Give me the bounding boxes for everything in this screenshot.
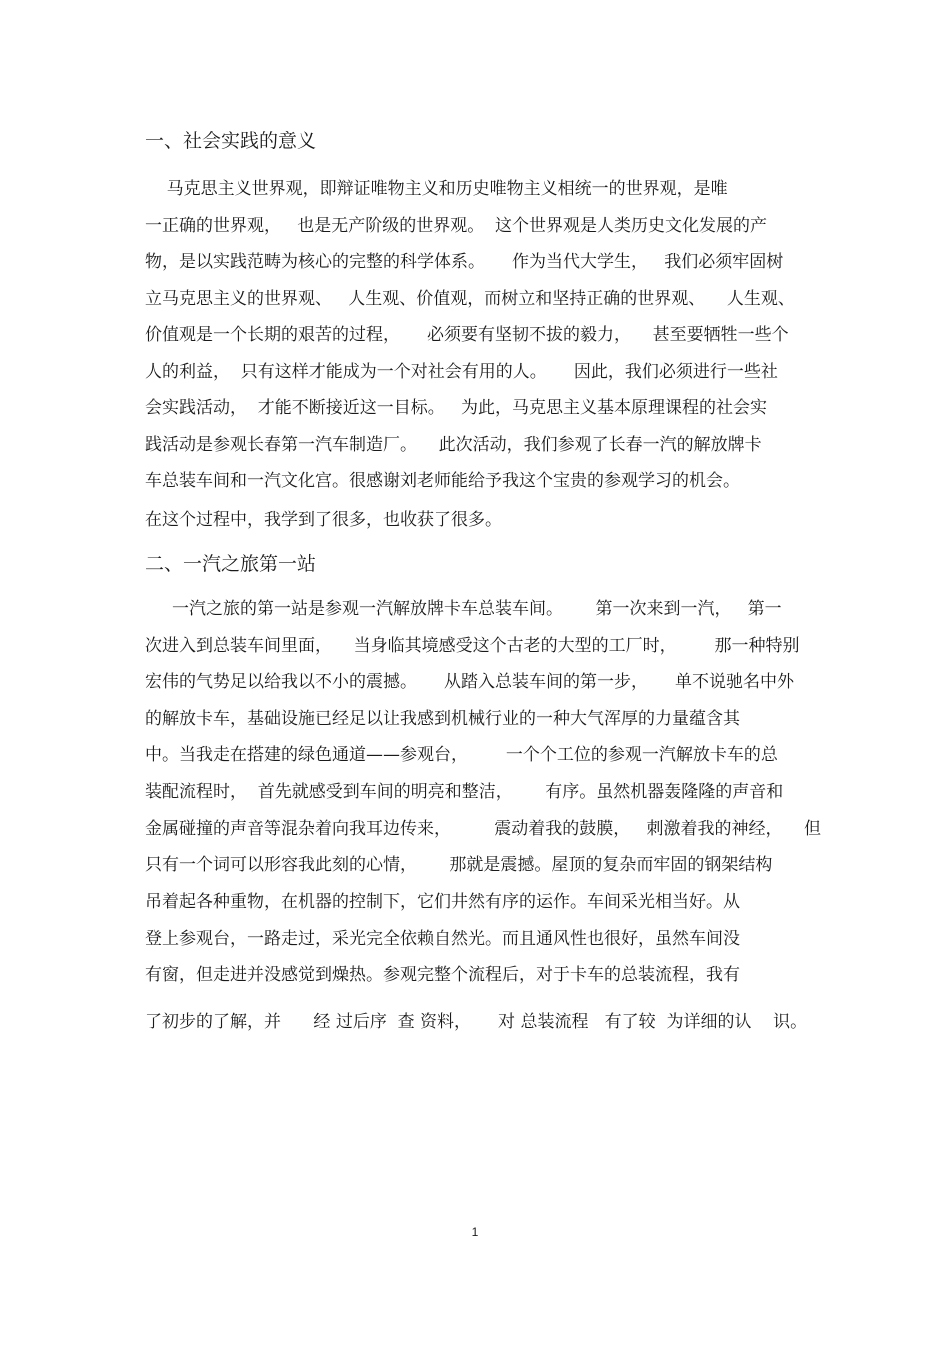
paragraph-line: 物，是以实践范畴为核心的完整的科学体系。 作为当代大学生， 我们必须牢固树 — [145, 252, 784, 272]
paragraph-line: 人的利益， 只有这样才能成为一个对社会有用的人。 因此，我们必须进行一些社 — [145, 362, 778, 382]
paragraph-line: 宏伟的气势足以给我以不小的震撼。 从踏入总装车间的第一步， 单不说驰名中外 — [145, 672, 795, 692]
paragraph-line: 马克思主义世界观，即辩证唯物主义和历史唯物主义相统一的世界观，是唯 — [145, 179, 728, 199]
paragraph-line: 一正确的世界观， 也是无产阶级的世界观。 这个世界观是人类历史文化发展的产 — [145, 216, 768, 236]
paragraph-line: 了初步的了解，并 经 过后序 查 资料， 对 总装流程 有了较 为详细的认 识。 — [145, 1012, 808, 1032]
paragraph-line: 一汽之旅的第一站是参观一汽解放牌卡车总装车间。 第一次来到一汽， 第一 — [145, 599, 782, 619]
paragraph-line: 立马克思主义的世界观、 人生观、价值观，而树立和坚持正确的世界观、 人生观、 — [145, 289, 795, 309]
paragraph-line: 有窗，但走进并没感觉到燥热。参观完整个流程后，对于卡车的总装流程，我有 — [145, 965, 740, 985]
paragraph-line: 只有一个词可以形容我此刻的心情， 那就是震撼。屋顶的复杂而牢固的钢架结构 — [145, 855, 773, 875]
paragraph-line: 中。当我走在搭建的绿色通道——参观台， 一个个工位的参观一汽解放卡车的总 — [145, 745, 778, 765]
paragraph-line: 装配流程时， 首先就感受到车间的明亮和整洁， 有序。虽然机器轰隆隆的声音和 — [145, 782, 784, 802]
section-heading-significance: 一、社会实践的意义 — [145, 130, 317, 152]
section-heading-first-stop: 二、一汽之旅第一站 — [145, 553, 317, 575]
paragraph-line: 吊着起各种重物，在机器的控制下，它们井然有序的运作。车间采光相当好。从 — [145, 892, 740, 912]
paragraph-line: 价值观是一个长期的艰苦的过程， 必须要有坚韧不拔的毅力， 甚至要牺牲一些个 — [145, 325, 789, 345]
paragraph-line: 的解放卡车，基础设施已经足以让我感到机械行业的一种大气浑厚的力量蕴含其 — [145, 709, 740, 729]
paragraph-line: 践活动是参观长春第一汽车制造厂。 此次活动，我们参观了长春一汽的解放牌卡 — [145, 435, 762, 455]
paragraph-line: 次进入到总装车间里面， 当身临其境感受这个古老的大型的工厂时， 那一种特别 — [145, 636, 800, 656]
page-number: 1 — [471, 1225, 479, 1239]
paragraph-line: 在这个过程中，我学到了很多，也收获了很多。 — [145, 510, 502, 530]
paragraph-line: 车总装车间和一汽文化宫。很感谢刘老师能给予我这个宝贵的参观学习的机会。 — [145, 471, 740, 491]
paragraph-line: 会实践活动， 才能不断接近这一目标。 为此，马克思主义基本原理课程的社会实 — [145, 398, 768, 418]
paragraph-line: 登上参观台，一路走过，采光完全依赖自然光。而且通风性也很好，虽然车间没 — [145, 929, 740, 949]
paragraph-line: 金属碰撞的声音等混杂着向我耳边传来， 震动着我的鼓膜， 刺激着我的神经， 但 — [145, 819, 822, 839]
